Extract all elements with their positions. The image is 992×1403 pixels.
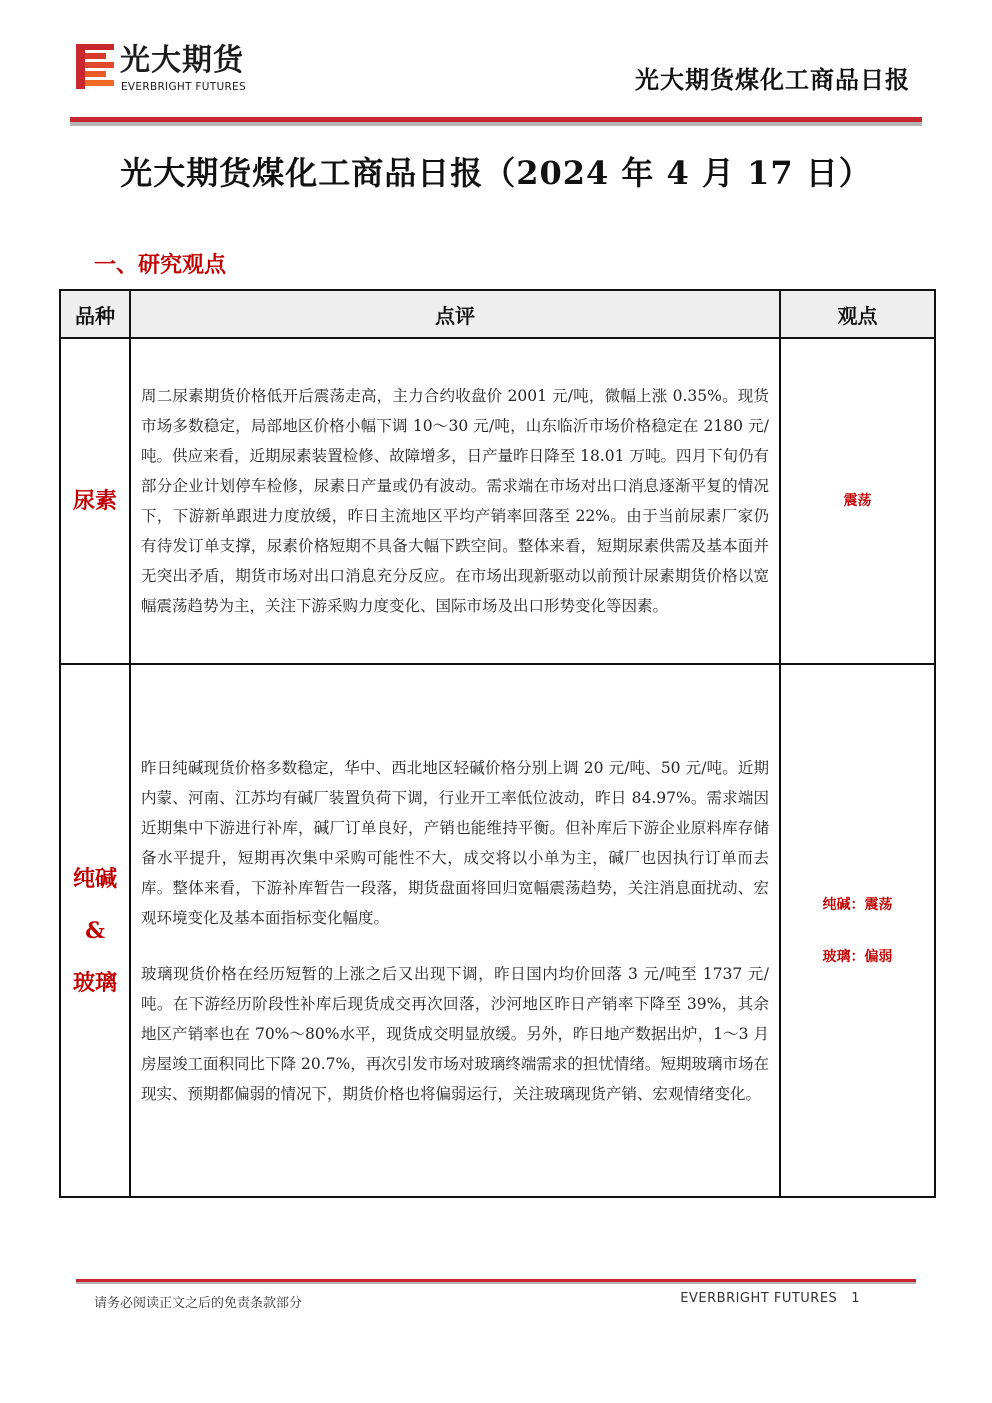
table-row [60, 338, 935, 664]
comment-paragraph: 周二尿素期货价格低开后震荡走高，主力合约收盘价 2001 元/吨，微幅上涨 0.35%。现货市场多数稳定，局部地区价格小幅下调 10～30 元/吨，山东临沂市场价格稳定在 2180 元/吨。供应来看，近期尿素装置检修、故障增多，日产量昨日降至 18.01 万吨。四月下旬仍有部分企业计划停车检修，尿素日产量或仍有波动。需求端在市场对出口消息逐渐平复的情况下，下游新单跟进力度放缓，昨日主流地区平均产销率回落至 22%。由于当前尿素厂家仍有待发订单支撑，尿素价格短期不具备大幅下跌空间。整体来看，短期尿素供需及基本面并无突出矛盾，期货市场对出口消息充分反应。在市场出现新驱动以前预计尿素期货价格以宽幅震荡趋势为主，关注下游采购力度变化、国际市场及出口形势变化等因素。 [141, 387, 769, 615]
comment-cell [130, 338, 780, 664]
column-header-view: 观点 [780, 290, 935, 338]
variety-name: 尿素 [72, 488, 117, 514]
brand-name-en: EVERBRIGHT FUTURES [121, 81, 246, 93]
table-row [60, 664, 935, 1197]
view-cell [780, 664, 935, 1197]
research-view-table [59, 289, 936, 1198]
report-name: 光大期货煤化工商品日报 [635, 65, 910, 94]
everbright-logo-icon [76, 44, 114, 94]
view-label: 震荡 [843, 493, 872, 509]
variety-connector: & [85, 917, 105, 944]
view-label: 玻璃：偏弱 [822, 948, 893, 965]
variety-cell [60, 664, 130, 1197]
column-header-variety: 品种 [60, 290, 130, 338]
footer-brand [680, 1291, 860, 1306]
disclaimer-note: 请务必阅读正文之后的免责条款部分 [94, 1296, 303, 1311]
comment-cell [130, 664, 780, 1197]
comment-paragraph: 昨日纯碱现货价格多数稳定，华中、西北地区轻碱价格分别上调 20 元/吨、50 元/吨。近期内蒙、河南、江苏均有碱厂装置负荷下调，行业开工率低位波动，昨日 84.97%。需求端因近期集中下游进行补库，碱厂订单良好，产销也能维持平衡。但补库后下游企业原料库存储备水平提升，短期再次集中采购可能性不大，成交将以小单为主，碱厂也因执行订单而去库。整体来看，下游补库暂告一段落，期货盘面将回归宽幅震荡趋势，关注消息面扰动、宏观环境变化及基本面指标变化幅度。 [141, 758, 769, 927]
table-header-row [60, 290, 935, 338]
page-title: 光大期货煤化工商品日报（2024 年 4 月 17 日） [120, 154, 872, 192]
header-divider-shadow [70, 122, 922, 126]
footer-divider-shadow [76, 1282, 916, 1284]
column-header-comment: 点评 [130, 290, 780, 338]
view-cell [780, 338, 935, 664]
variety-cell [60, 338, 130, 664]
section-heading: 一、研究观点 [94, 252, 227, 278]
variety-name: 玻璃 [72, 969, 117, 996]
view-label: 纯碱：震荡 [822, 896, 893, 913]
page-number: 1 [851, 1291, 860, 1306]
footer-brand-name: EVERBRIGHT FUTURES [680, 1291, 838, 1306]
page-header [0, 0, 992, 130]
everbright-logo [76, 44, 276, 96]
comment-paragraph: 玻璃现货价格在经历短暂的上涨之后又出现下调，昨日国内均价回落 3 元/吨至 1737 元/吨。在下游经历阶段性补库后现货成交再次回落，沙河地区昨日产销率下降至 39%，其余地区产销率也在 70%～80%水平，现货成交明显放缓。另外，昨日地产数据出炉，1～3 月房屋竣工面积同比下降 20.7%，再次引发市场对玻璃终端需求的担忧情绪。短期玻璃市场在现实、预期都偏弱的情况下，期货价格也将偏弱运行，关注玻璃现货产销、宏观情绪变化。 [141, 964, 769, 1103]
brand-name-cn: 光大期货 [120, 43, 244, 78]
variety-name: 纯碱 [72, 865, 117, 892]
